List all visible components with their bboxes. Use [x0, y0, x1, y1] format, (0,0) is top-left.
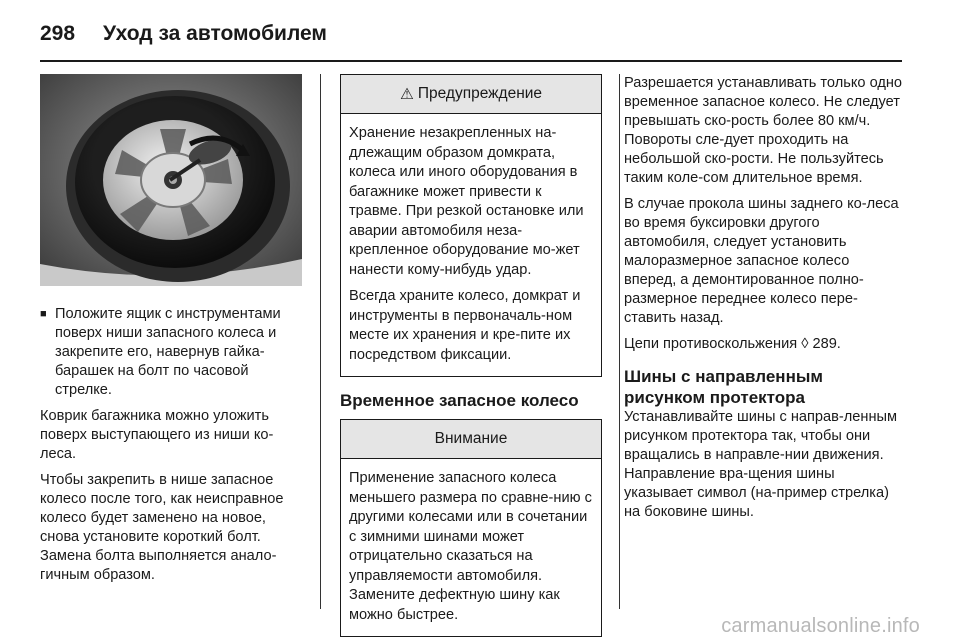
warning-paragraph-2: Всегда храните колесо, домкрат и инструменты в первоначаль-ном месте их хранения и кре-пите их посредством фиксации.: [349, 288, 581, 363]
snow-chains-text: Цепи противоскольжения: [624, 336, 802, 352]
warning-header: [341, 75, 601, 114]
warning-body: [341, 114, 601, 376]
warning-box: [340, 74, 602, 377]
header-divider: [40, 60, 902, 62]
column-divider-2: [619, 74, 620, 609]
paragraph-directional-tires: Устанавливайте шины с направ-ленным рисунком протектора так, чтобы они вращались в направле-нии движения. Направление вра-щения шины указывает символ (на-пример стрелка) на боковине шины.: [624, 409, 898, 520]
column-3: [624, 74, 904, 529]
instruction-bullet: [40, 305, 302, 400]
caution-body: [341, 459, 601, 636]
paragraph-snow-chains: [624, 335, 904, 354]
paragraph-spare-usage: Разрешается устанавливать только одно временное запасное колесо. Не следует превышать ско-рость более 80 км/ч. Повороты сле-дует проходить на небольшой ско-рости. Не пользуйтесь таким коле-сом длительное время.: [624, 75, 903, 186]
column-2: [340, 74, 602, 643]
caution-title: Внимание: [434, 430, 508, 447]
page-number: 298: [40, 22, 76, 45]
paragraph-secure-wheel: Чтобы закрепить в нише запасное колесо после того, как неисправное колесо будет заменено на новое, снова установите короткий болт. Замена болта выполняется анало-гичным образом.: [40, 472, 284, 583]
paragraph-towing: В случае прокола шины заднего ко-леса во время буксировки другого автомобиля, следует установить малоразмерное запасное колесо вперед, а демонтированное полно-размерное переднее колесо пере-ставить назад.: [624, 196, 899, 326]
bullet-text: Положите ящик с инструментами поверх ниши запасного колеса и закрепите его, навернув гайка-барашек на болт по часовой стрелке.: [55, 306, 281, 398]
page-title: Уход за автомобилем: [103, 22, 327, 45]
section-heading-spare-wheel: Временное запасное колесо: [340, 391, 579, 410]
column-divider-1: [320, 74, 321, 609]
page-header: [40, 14, 327, 54]
bullet-square-icon: ■: [40, 308, 47, 320]
section-heading-directional-tires: Шины с направленным рисунком протектора: [624, 367, 823, 407]
caution-box: [340, 419, 602, 637]
spare-wheel-photo: [40, 74, 302, 286]
caution-header: [341, 420, 601, 459]
spare-wheel-illustration: [40, 74, 302, 286]
warning-triangle-icon: ⚠: [399, 85, 414, 103]
warning-title: Предупреждение: [417, 85, 543, 102]
paragraph-trunk-mat: Коврик багажника можно уложить поверх выступающего из ниши ко-леса.: [40, 408, 274, 462]
watermark: carmanualsonline.info: [721, 615, 920, 637]
page-reference-link[interactable]: 289.: [808, 336, 841, 352]
caution-paragraph: Применение запасного колеса меньшего размера по сравне-нию с другими колесами или в сочетании с зимними шинами может отрицательно сказаться на управляемости автомобиля. Замените дефектную шину как можно быстрее.: [349, 470, 592, 623]
warning-paragraph-1: Хранение незакрепленных на-длежащим образом домкрата, колеса или иного оборудования в багажнике может привести к травме. При резкой остановке или аварии автомобиля неза-крепленное оборудование мо-жет нанести кому-нибудь удар.: [349, 125, 584, 278]
page-reference-icon: ◊: [801, 336, 809, 352]
column-1: [40, 74, 302, 592]
